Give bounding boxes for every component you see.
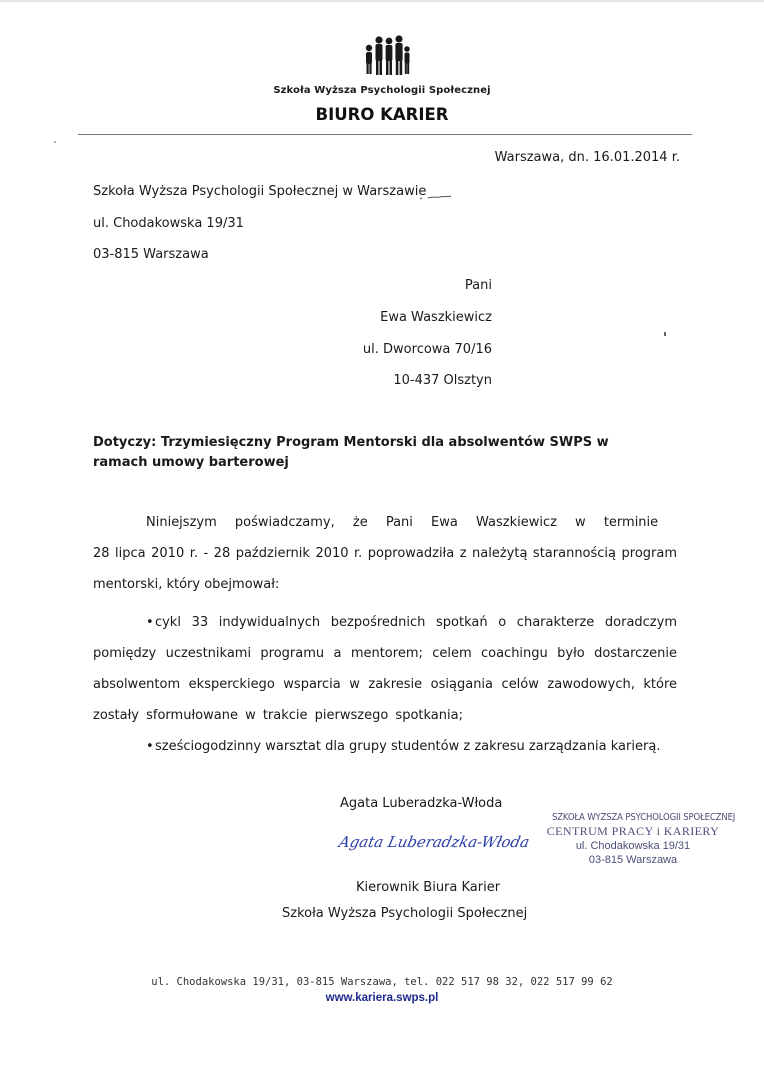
bullet-icon: • xyxy=(146,615,155,630)
signer-institution: Szkoła Wyższa Psychologii Społecznej xyxy=(282,906,528,921)
recipient-city: 10-437 Olsztyn xyxy=(393,373,492,388)
scan-speck xyxy=(54,141,56,143)
footer-website-link[interactable]: www.kariera.swps.pl xyxy=(325,992,439,1004)
signer-name: Agata Luberadzka-Włoda xyxy=(340,796,503,811)
svg-text:Agata Luberadzka-Włoda: Agata Luberadzka-Włoda xyxy=(337,833,532,851)
list-item xyxy=(93,607,677,731)
header-divider xyxy=(78,134,692,135)
sender-name: Szkoła Wyższa Psychologii Społecznej w Warszawie xyxy=(93,184,427,199)
list-item xyxy=(93,731,677,762)
list-item-text: sześciogodzinny warsztat dla grupy studentów z zakresu zarządzania karierą. xyxy=(154,739,661,754)
scan-speck xyxy=(664,332,666,336)
sender-street: ul. Chodakowska 19/31 xyxy=(93,216,244,231)
recipient-salutation: Pani xyxy=(464,278,492,293)
body-paragraph xyxy=(93,507,677,600)
date-line: Warszawa, dn. 16.01.2014 r. xyxy=(494,150,680,165)
body-paragraph-first-line: Niniejszym poświadczamy, że Pani Ewa Waszkiewicz w terminie xyxy=(146,515,659,530)
signer-role: Kierownik Biura Karier xyxy=(356,880,501,895)
body-paragraph-rest: 28 lipca 2010 r. - 28 październik 2010 r. poprowadziła z należytą starannością program mentorski, który obejmował: xyxy=(93,546,677,592)
stamp-line-2: CENTRUM PRACY i KARIERY xyxy=(546,824,720,838)
list-item-text: cykl 33 indywidualnych bezpośrednich spotkań o charakterze doradczym pomiędzy uczestnikami programu a mentorem; celem coachingu było dostarczenie absolwentom eksperckiego wsparcia w zakresie osiągania celów zawodowych, które zostały sformułowane w trakcie pierwszego spotkania; xyxy=(93,615,677,723)
recipient-street: ul. Dworcowa 70/16 xyxy=(362,342,492,357)
stamp-line-4: 03-815 Warszawa xyxy=(588,854,678,866)
stamp-line-3: ul. Chodakowska 19/31 xyxy=(575,840,691,852)
program-list xyxy=(93,607,677,762)
letterhead-office: BIURO KARIER xyxy=(315,105,449,124)
sender-city: 03-815 Warszawa xyxy=(93,247,209,262)
institution-stamp xyxy=(543,812,736,867)
scan-top-edge xyxy=(0,0,764,2)
pen-mark-icon xyxy=(418,193,452,201)
bullet-icon: • xyxy=(146,739,155,754)
recipient-name: Ewa Waszkiewicz xyxy=(380,310,492,325)
stamp-line-1: SZKOŁA WYŻSZA PSYCHOLOGII SPOŁECZNEJ xyxy=(552,812,736,823)
letterhead-institution: Szkoła Wyższa Psychologii Społecznej xyxy=(273,85,491,96)
handwritten-signature xyxy=(335,824,540,858)
people-logo-icon xyxy=(360,34,412,78)
subject-line: Dotyczy: Trzymiesięczny Program Mentorski dla absolwentów SWPS w ramach umowy barterowej xyxy=(93,435,609,470)
footer-address: ul. Chodakowska 19/31, 03-815 Warszawa, tel. 022 517 98 32, 022 517 99 62 xyxy=(151,976,613,988)
